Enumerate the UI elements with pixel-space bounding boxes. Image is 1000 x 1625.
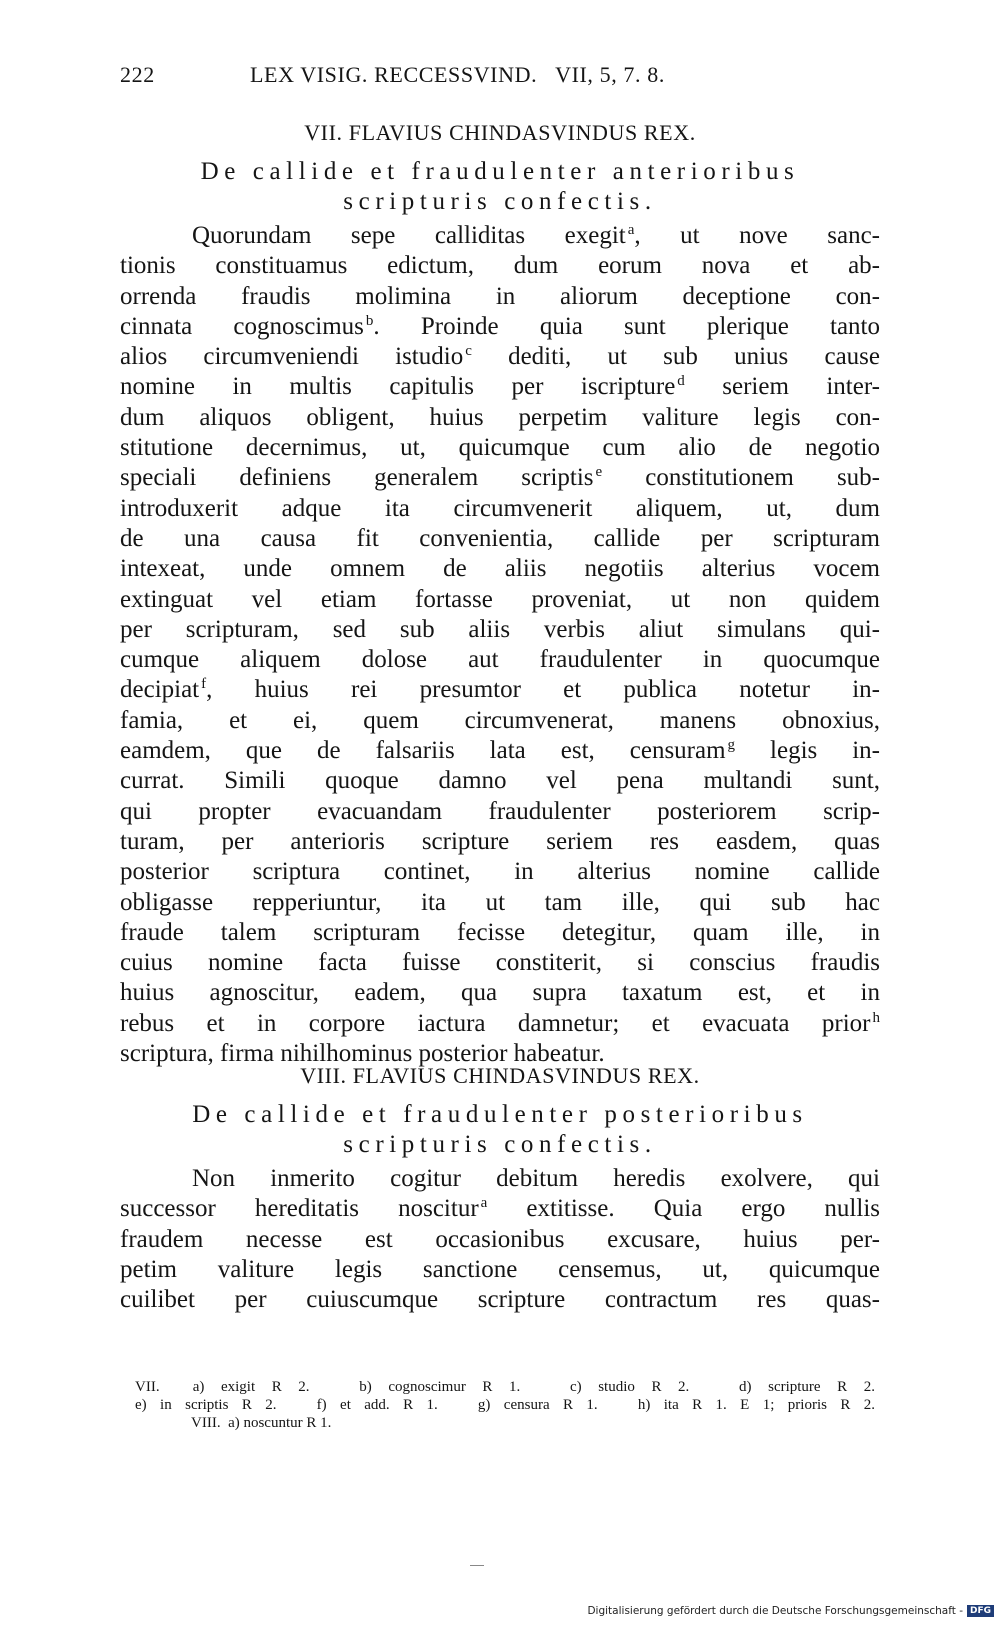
- colophon-text: Digitalisierung gefördert durch die Deutsche Forschungsgemeinschaft -: [587, 1605, 963, 1617]
- text-line: Quorundam sepe calliditas exegit $^a$, ut nove sanc-: [192, 222, 880, 249]
- footnote-mark: b: [365, 312, 374, 329]
- text-line: obligasse repperiuntur, ita ut tam ille, qui sub hac: [120, 888, 880, 916]
- text-line: scriptura, firma nihilhominus posterior habeatur.: [120, 1040, 605, 1068]
- text-line: per scripturam, sed sub aliis verbis aliut simulans qui-: [120, 615, 880, 643]
- law-vii-heading: VII. FLAVIUS CHINDASVINDUS REX.: [304, 120, 696, 145]
- footnotes: [135, 1378, 875, 1432]
- text-line: speciali definiens generalem scriptis $^e$ constitutionem sub-: [120, 464, 880, 492]
- running-title: LEX VISIG. RECCESSVIND. VII, 5, 7. 8.: [250, 62, 665, 87]
- law-viii-title-line1: De callide et fraudulenter posterioribus: [192, 1101, 808, 1128]
- footnote-mark: f: [201, 676, 207, 693]
- text-line: eamdem, que de falsariis lata est, censuram $^g$ legis in-: [120, 737, 880, 765]
- footnote-line: VII. a) exigit R 2. b) cognoscimur R 1. c) studio R 2. d) scripture R 2.: [135, 1379, 875, 1395]
- text-line: alios circumveniendi istudio $^c$ dediti, ut sub unius cause: [120, 343, 880, 371]
- text-line: currat. Simili quoque damno vel pena multandi sunt,: [120, 767, 880, 795]
- text-line: famia, et ei, quem circumvenerat, manens obnoxius,: [120, 706, 880, 734]
- footnote-mark: h: [872, 1009, 880, 1026]
- text-line: turam, per anterioris scripture seriem res easdem, quas: [120, 827, 880, 855]
- footnote-mark: d: [677, 373, 685, 390]
- text-line: rebus et in corpore iactura damnetur; et evacuata prior $^h$: [120, 1009, 880, 1037]
- law-viii-body: [120, 1164, 880, 1315]
- text-line: cuilibet per cuiuscumque scripture contractum res quas-: [120, 1286, 880, 1314]
- footnote-mark: g: [727, 737, 736, 754]
- text-line: stitutione decernimus, ut, quicumque cum alio de negotio: [120, 434, 880, 462]
- footnote-line: e) in scriptis R 2. f) et add. R 1. g) censura R 1. h) ita R 1. E 1; prioris R 2.: [135, 1397, 875, 1413]
- text-line: orrenda fraudis molimina in aliorum deceptione con-: [120, 282, 880, 310]
- text-line: intexeat, unde omnem de aliis negotiis alterius vocem: [120, 555, 880, 583]
- text-line: qui propter evacuandam fraudulenter posteriorem scrip-: [120, 797, 880, 825]
- text-line: Non inmerito cogitur debitum heredis exolvere, qui: [192, 1165, 880, 1192]
- dfg-logo: DFG: [967, 1605, 994, 1617]
- text-line: tionis constituamus edictum, dum eorum nova et ab-: [120, 252, 880, 280]
- law-vii-title-line1: De callide et fraudulenter anterioribus: [200, 158, 800, 185]
- text-line: extinguat vel etiam fortasse proveniat, ut non quidem: [120, 585, 880, 613]
- text-line: nomine in multis capitulis per iscripture $^d$ seriem inter-: [120, 373, 880, 401]
- footnote-mark: c: [465, 343, 472, 360]
- text-line: introduxerit adque ita circumvenerit aliquem, ut, dum: [120, 494, 880, 522]
- text-line: fraudem necesse est occasionibus excusare, huius per-: [120, 1225, 880, 1253]
- divider: [470, 1565, 484, 1566]
- footnote-mark: a: [480, 1195, 488, 1212]
- text-line: cumque aliquem dolose aut fraudulenter in quocumque: [120, 646, 880, 674]
- text-line: dum aliquos obligent, huius perpetim valiture legis con-: [120, 403, 880, 431]
- law-vii-title-line2: scripturis confectis.: [343, 188, 657, 215]
- footnote-mark: e: [595, 464, 603, 481]
- text-line: petim valiture legis sanctione censemus, ut, quicumque: [120, 1255, 880, 1283]
- digitization-colophon: [587, 1605, 994, 1617]
- law-vii-body: [120, 221, 880, 1069]
- text-line: cuius nomine facta fuisse constiterit, si conscius fraudis: [120, 949, 880, 977]
- law-viii-title-line2: scripturis confectis.: [343, 1131, 657, 1158]
- footnote-mark: a: [627, 222, 635, 238]
- page-number: 222: [120, 62, 155, 87]
- text-line: cinnata cognoscimus $^b$. Proinde quia sunt plerique tanto: [120, 312, 880, 340]
- text-line: de una causa fit convenientia, callide per scripturam: [120, 524, 880, 552]
- text-line: successor hereditatis noscitur $^a$ extitisse. Quia ergo nullis: [120, 1195, 880, 1223]
- text-line: posterior scriptura continet, in alterius nomine callide: [120, 858, 880, 886]
- text-line: fraude talem scripturam fecisse detegitur, quam ille, in: [120, 918, 880, 946]
- footnote-line: VIII. a) noscuntur R 1.: [191, 1415, 332, 1431]
- text-line: decipiat $^f$, huius rei presumtor et publica notetur in-: [120, 676, 880, 704]
- text-line: huius agnoscitur, eadem, qua supra taxatum est, et in: [120, 979, 880, 1007]
- law-viii-heading: VIII. FLAVIUS CHINDASVINDUS REX.: [300, 1063, 700, 1088]
